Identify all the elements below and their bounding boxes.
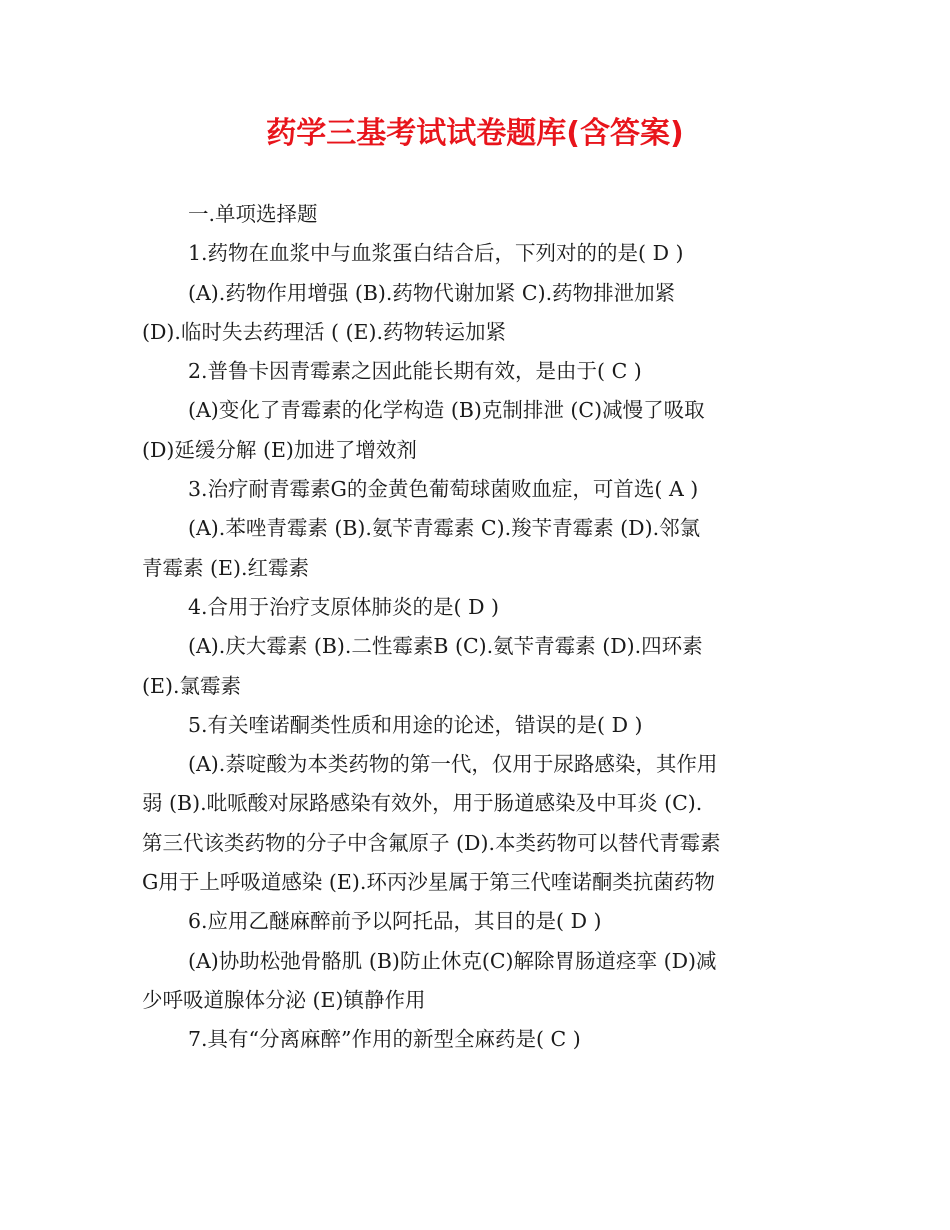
question-2: 2.普鲁卡因青霉素之因此能长期有效，是由于( C ) (188, 359, 642, 384)
document-title: 药学三基考试试卷题库(含答案) (266, 116, 684, 151)
question-5-options-cont-2: 第三代该类药物的分子中含氟原子 (D).本类药物可以替代青霉素 (142, 830, 721, 855)
question-3-options-cont: 青霉素 (E).红霉素 (142, 555, 309, 580)
document-body (142, 195, 810, 1060)
question-3-options: (A).苯唑青霉素 (B).氨苄青霉素 C).羧苄青霉素 (D).邻氯 (188, 516, 701, 541)
question-6: 6.应用乙醚麻醉前予以阿托品，其目的是( D ) (188, 909, 602, 934)
question-7: 7.具有“分离麻醉”作用的新型全麻药是( C ) (188, 1027, 581, 1052)
section-heading: 一.单项选择题 (188, 202, 318, 226)
question-1: 1.药物在血浆中与血浆蛋白结合后，下列对的的是( D ) (188, 241, 684, 266)
question-5: 5.有关喹诺酮类性质和用途的论述，错误的是( D ) (188, 712, 643, 737)
question-4-options: (A).庆大霉素 (B).二性霉素B (C).氨苄青霉素 (D).四环素 (188, 634, 703, 659)
question-4: 4.合用于治疗支原体肺炎的是( D ) (188, 594, 500, 619)
question-5-options: (A).萘啶酸为本类药物的第一代，仅用于尿路感染，其作用 (188, 752, 718, 777)
question-6-options-cont: 少呼吸道腺体分泌 (E)镇静作用 (142, 987, 426, 1012)
question-1-options-cont: (D).临时失去药理活 ( (E).药物转运加紧 (142, 319, 506, 344)
question-2-options-cont: (D)延缓分解 (E)加进了增效剂 (142, 437, 417, 462)
question-1-options: (A).药物作用增强 (B).药物代谢加紧 C).药物排泄加紧 (188, 280, 676, 305)
question-2-options: (A)变化了青霉素的化学构造 (B)克制排泄 (C)减慢了吸取 (188, 398, 705, 423)
question-5-options-cont-3: G用于上呼吸道感染 (E).环丙沙星属于第三代喹诺酮类抗菌药物 (142, 870, 715, 895)
question-5-options-cont-1: 弱 (B).吡哌酸对尿路感染有效外，用于肠道感染及中耳炎 (C). (142, 791, 703, 816)
question-6-options: (A)协助松弛骨骼肌 (B)防止休克(C)解除胃肠道痉挛 (D)减 (188, 948, 717, 973)
question-3: 3.治疗耐青霉素G的金黄色葡萄球菌败血症，可首选( A ) (188, 477, 699, 502)
question-4-options-cont: (E).氯霉素 (142, 673, 241, 698)
